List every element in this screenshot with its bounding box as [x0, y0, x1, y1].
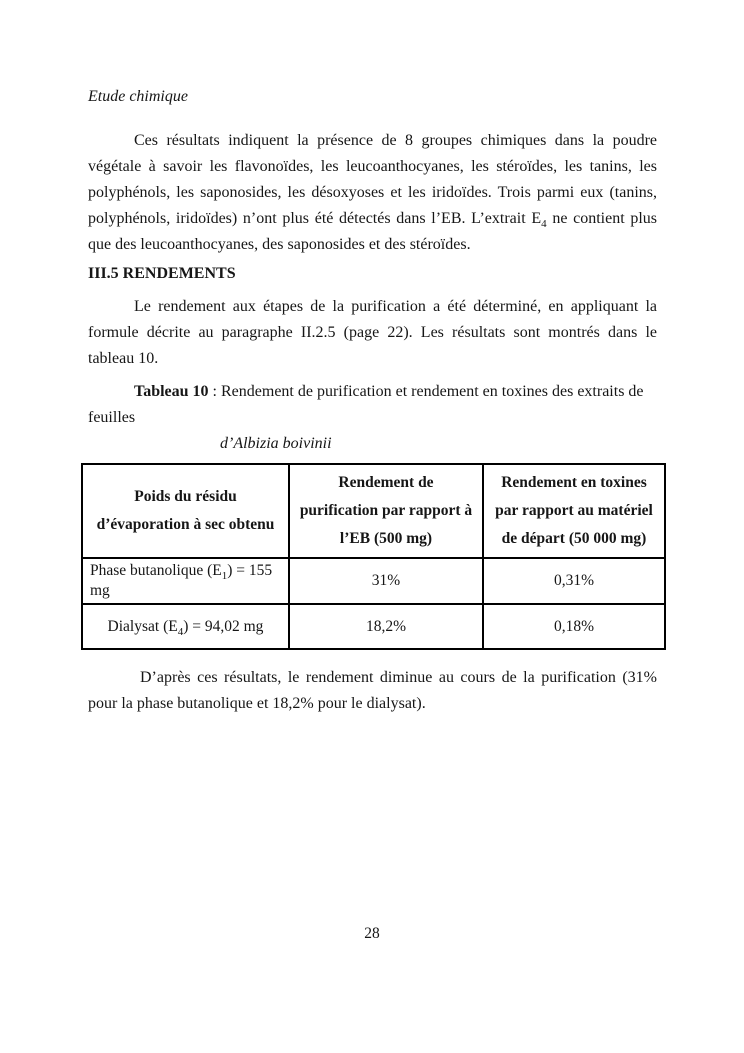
chemical-groups-paragraph: Ces résultats indiquent la présence de 8 groupes chimiques dans la poudre végétale à savoir les flavonoïdes, les leucoanthocyanes, les stéroïdes, les tanins, les polyphénols, les saponosides, les désoxyoses et les iridoïdes. Trois parmi eux (tanins, polyphénols, iridoïdes) n’ont plus été détectés dans l’EB. L’extrait $E_4$ ne contient plus que des leucoanthocyanes, des saponosides et des stéroïdes.: [88, 132, 658, 253]
cell-purification-yield: 31%: [289, 558, 483, 604]
conclusion-paragraph: D’après ces résultats, le rendement diminue au cours de la purification (31% pour la phase butanolique et 18,2% pour le dialysat).: [88, 669, 657, 712]
page-number: 28: [364, 925, 380, 942]
table-header-row: [82, 464, 665, 558]
table-caption-label: Tableau 10: [134, 383, 209, 400]
table-row-butanol-phase: [82, 558, 665, 604]
study-subtitle: Etude chimique: [88, 88, 188, 105]
table-row-dialysat: [82, 604, 665, 649]
cell-residue: Phase butanolique $(E_1) = 155$ mg: [82, 558, 289, 604]
header-toxin-yield: Rendement en toxines par rapport au matériel de départ (50 000 mg): [483, 464, 665, 558]
table-caption: [88, 379, 657, 431]
yield-results-table: [81, 463, 666, 650]
header-purification-yield: Rendement de purification par rapport à l’EB (500 mg): [289, 464, 483, 558]
cell-purification-yield: 18,2%: [289, 604, 483, 649]
table-caption-text: Rendement de purification et rendement en toxines des extraits de feuilles: [88, 383, 644, 426]
page-content: [88, 84, 657, 717]
section-heading: III.5 RENDEMENTS: [88, 265, 236, 282]
cell-residue: Dialysat $(E_4) = 94,02$ mg: [82, 604, 289, 649]
yield-intro-paragraph: Le rendement aux étapes de la purification a été déterminé, en appliquant la formule décrite au paragraphe II.2.5 (page 22). Les résultats sont montrés dans le tableau 10.: [88, 298, 657, 367]
table-caption-species: d’Albizia boivinii: [220, 435, 332, 452]
header-residue-weight: Poids du résidu d’évaporation à sec obtenu: [82, 464, 289, 558]
cell-toxin-yield: 0,18%: [483, 604, 665, 649]
table-caption-separator: :: [208, 383, 221, 400]
cell-toxin-yield: 0,31%: [483, 558, 665, 604]
